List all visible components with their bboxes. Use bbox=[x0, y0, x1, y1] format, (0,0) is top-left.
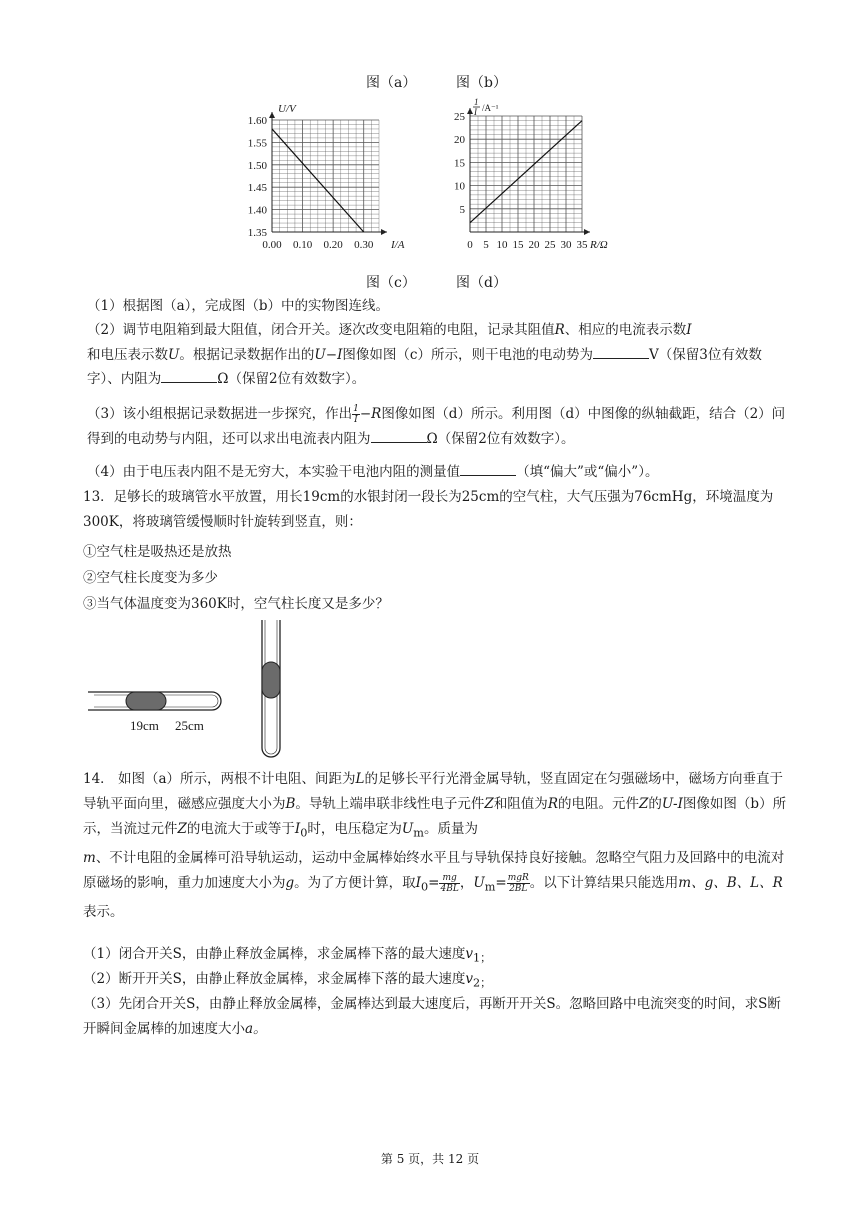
x-tick-label: 0.30 bbox=[354, 239, 374, 251]
mercury-horizontal bbox=[126, 692, 166, 710]
y-axis-label: U/V bbox=[278, 103, 296, 115]
q12-p2-text-e: 图像如图（c）所示，则干电池的电动势为 bbox=[342, 346, 593, 363]
y-axis-label-unit: /A⁻¹ bbox=[482, 103, 499, 113]
y-tick-label: 1.60 bbox=[247, 115, 267, 127]
q14-var-v2: v bbox=[465, 971, 473, 987]
chart-inverse-i-r bbox=[440, 98, 625, 270]
q14-var-Umb-sub: m bbox=[484, 880, 496, 894]
q12-p2-text-b: 、相应的电流表示数 bbox=[564, 322, 687, 338]
q14-var-I0-sub: 0 bbox=[300, 826, 308, 840]
y-tick-label: 5 bbox=[459, 203, 465, 216]
fraction-i0-den: 4BL bbox=[440, 883, 459, 894]
q14-var-a: a。 bbox=[245, 1020, 267, 1037]
x-tick-label: 10 bbox=[496, 239, 508, 251]
answer-blank-internal-resistance[interactable] bbox=[161, 368, 217, 383]
y-tick-label: 1.50 bbox=[247, 159, 267, 172]
q14-sub3 bbox=[83, 992, 788, 1041]
fraction-i0 bbox=[439, 873, 459, 894]
answer-blank-emf[interactable] bbox=[593, 344, 649, 359]
x-tick-label: 0.10 bbox=[292, 239, 313, 251]
q14-t14: 表示。 bbox=[83, 904, 124, 921]
q14-var-list: m、g、B、L、R bbox=[678, 874, 783, 891]
label-25cm: 25cm bbox=[175, 718, 204, 733]
q12-p2-text-g: Ω（保留2位有效数字）。 bbox=[217, 371, 366, 387]
q14-s3-text: （3）先闭合开关S，由静止释放金属棒，金属棒达到最大速度后，再断开开关S。忽略回路中电流突变的时间，求S断开瞬间金属棒的加速度大小 bbox=[83, 996, 781, 1037]
glass-tube-diagram bbox=[80, 618, 300, 763]
label-19cm: 19cm bbox=[130, 718, 159, 733]
q14-var-I0b-sub: 0 bbox=[421, 880, 429, 894]
q14-t10: 。质量为 bbox=[423, 820, 478, 837]
q13-stem: 13．足够长的玻璃管水平放置，用长19cm的水银封闭一段长为25cm的空气柱，大气压强为76cmHg，环境温度为300K，将玻璃管缓慢顺时针旋转到竖直，则： bbox=[83, 489, 774, 530]
q14-t8: 的电流大于或等于 bbox=[186, 820, 295, 837]
q14-var-I0b: I bbox=[415, 874, 421, 891]
fraction-um-num: mgR bbox=[507, 872, 529, 883]
var-minus-R: −R bbox=[359, 406, 382, 422]
q14-t4: 和阻值为 bbox=[493, 795, 548, 812]
chart-ui bbox=[235, 98, 410, 270]
x-axis-arrow bbox=[584, 229, 590, 235]
y-tick-label: 25 bbox=[454, 111, 465, 123]
q14-var-Umb: U bbox=[473, 874, 485, 891]
caption-fig-b: 图（b） bbox=[456, 75, 507, 91]
x-tick-label: 0.00 bbox=[262, 239, 282, 251]
q14-t7: 图像如图（b）所示，当流过元件 bbox=[83, 795, 787, 837]
y-axis-arrow bbox=[467, 108, 473, 114]
x-tick-label: 5 bbox=[483, 239, 489, 251]
q12-p2-text-d: 。根据记录数据作出的 bbox=[179, 346, 315, 363]
x-tick-label: 0.20 bbox=[323, 239, 343, 251]
q13-s3-text: ③当气体温度变为360K时，空气柱长度又是多少？ bbox=[83, 596, 389, 612]
caption-fig-c: 图（c） bbox=[366, 275, 416, 291]
q14-var-B: B bbox=[285, 795, 296, 812]
x-axis-label: I/A bbox=[391, 239, 405, 251]
var-U: U bbox=[168, 346, 180, 363]
y-tick-label: 10 bbox=[454, 180, 465, 193]
q14-var-g: g bbox=[285, 874, 295, 891]
q12-p4-text-a: （4）由于电压表内阻不是无穷大，本实验干电池内阻的测量值 bbox=[87, 464, 461, 480]
q12-part2 bbox=[87, 318, 787, 392]
q14-var-m: m bbox=[83, 850, 96, 867]
q12-part1 bbox=[87, 294, 787, 319]
y-tick-label: 1.55 bbox=[247, 137, 267, 150]
x-tick-label: 30 bbox=[560, 239, 572, 251]
y-tick-label: 15 bbox=[454, 157, 465, 170]
q14-t9: 时，电压稳定为 bbox=[307, 820, 402, 837]
q12-p3-text-c: Ω（保留2位有效数字）。 bbox=[426, 430, 575, 447]
mercury-vertical bbox=[262, 662, 280, 698]
q12-p4-text-b: （填“偏大”或“偏小”）。 bbox=[516, 464, 659, 480]
fraction-um-den: 2BL bbox=[509, 883, 528, 894]
q14-var-Z: Z bbox=[484, 795, 494, 812]
fraction-i0-num: mg bbox=[439, 873, 459, 884]
var-I: I bbox=[686, 322, 692, 338]
fraction-1-over-i: $\frac{1}{I}$ bbox=[353, 404, 359, 425]
q14-var-R: R bbox=[547, 795, 558, 812]
q12-p2-text-c: 和电压表示数 bbox=[87, 346, 168, 363]
q14-var-Z3: Z bbox=[177, 820, 187, 837]
q12-p3-text-a: （3）该小组根据记录数据进一步探究，作出 bbox=[87, 406, 353, 422]
q13-sub3 bbox=[83, 592, 783, 617]
y-tick-label: 1.40 bbox=[247, 204, 267, 217]
q14-var-v2-sub: 2； bbox=[472, 976, 492, 990]
q14-t13: 。以下计算结果只能选用 bbox=[529, 874, 679, 891]
q14-text: 14． 如图（a）所示，两根不计电阻、间距为L的足够长平行光滑金属导轨，竖直固定在匀强磁场中，磁场方向垂直于导轨平面向里，磁感应强度大小为B。导轨上端串联非线性电子元件Z和阻值为R的电阻。元件Z的U-I图像如图（b）所示，当流过元件Z的电流大于或等于$I_0$时，电压稳定为$U_m$。质量为 m、不计电阻的金属棒可沿导轨运动，运动中金属棒始终水平且与导轨保持良好接触。忽略空气阻力及回路中的电流对原磁场的影响，重力加速度大小为g。为了方便计算，取$I_0=$ $\frac{mg}{4BL}$ ，$U_m=$ $\frac{\text{mgR}}{2BL}$ 。以下计算结果只能选用m、g、B、L、R表示。 bbox=[83, 771, 787, 921]
q14-t11: 、不计电阻的金属棒可沿导轨运动，运动中金属棒始终水平且与导轨保持良好接触。忽略空气阻力及回路中的电流对原磁场的影响，重力加速度大小为 bbox=[83, 850, 785, 891]
q12-p2-text-f: V（保留3位有效数字）、内阻为 bbox=[87, 346, 762, 387]
x-tick-label: 35 bbox=[576, 239, 588, 251]
q12-p2-text-a: （2）调节电阻箱到最大阻值，闭合开关。逐次改变电阻箱的电阻，记录其阻值 bbox=[87, 322, 555, 338]
y-axis-label-denominator: I bbox=[474, 107, 477, 117]
page-footer: 第 5 页，共 12 页 bbox=[380, 1152, 480, 1166]
y-tick-label: 20 bbox=[454, 134, 465, 147]
q12-part3 bbox=[87, 402, 787, 451]
y-axis-arrow bbox=[269, 112, 275, 118]
var-R: R bbox=[554, 322, 565, 338]
q12-p1-text: （1）根据图（a），完成图（b）中的实物图连线。 bbox=[87, 298, 390, 314]
answer-blank-bias[interactable] bbox=[460, 461, 516, 476]
q14-t5: 的电阻。元件 bbox=[557, 795, 639, 812]
x-axis-arrow bbox=[381, 229, 387, 235]
x-tick-label: 20 bbox=[528, 239, 540, 251]
q13-s2-text: ②空气柱长度变为多少 bbox=[83, 570, 218, 586]
q14-t2: 的足够长平行光滑金属导轨，竖直固定在匀强磁场中，磁场方向垂直于导轨平面向里，磁感应强度大小为 bbox=[83, 771, 783, 812]
x-axis-label: R/Ω bbox=[590, 239, 608, 251]
q14-var-v1: v bbox=[465, 946, 473, 962]
q14-var-Um-sub: m bbox=[413, 826, 424, 840]
q13-sub1 bbox=[83, 540, 783, 565]
q14-s1-text: （1）闭合开关S，由静止释放金属棒，求金属棒下落的最大速度 bbox=[83, 946, 466, 962]
q12-p3-text-b: 图像如图（d）所示。利用图（d）中图像的纵轴截距，结合（2）问得到的电动势与内阻，还可以求出电流表内阻为 bbox=[87, 406, 786, 447]
y-tick-label: 1.35 bbox=[247, 227, 267, 239]
q12-part4 bbox=[87, 460, 787, 485]
x-tick-label: 0 bbox=[467, 239, 473, 251]
caption-fig-a: 图（a） bbox=[366, 75, 417, 91]
caption-fig-d: 图（d） bbox=[456, 275, 507, 291]
q14-var-I0: I bbox=[294, 820, 301, 837]
q14-t12: 。为了方便计算，取 bbox=[294, 874, 416, 891]
q13-sub2 bbox=[83, 566, 783, 591]
q14-s2-text: （2）断开开关S，由静止释放金属棒，求金属棒下落的最大速度 bbox=[83, 971, 466, 987]
answer-blank-ammeter-resistance[interactable] bbox=[371, 428, 427, 443]
x-tick-label: 25 bbox=[544, 239, 556, 251]
q14-var-UI: U-I bbox=[661, 795, 683, 812]
q14-var-v1-sub: 1； bbox=[472, 951, 492, 965]
q14-var-Z2: Z bbox=[638, 795, 649, 812]
q14-t3: 。导轨上端串联非线性电子元件 bbox=[295, 795, 485, 812]
q13-s1-text: ①空气柱是吸热还是放热 bbox=[83, 544, 232, 560]
q14-t6: 的 bbox=[648, 795, 662, 812]
y-axis-label-numerator: 1 bbox=[474, 98, 479, 107]
var-UI: U−I bbox=[314, 346, 343, 363]
q14-var-L: L bbox=[355, 771, 365, 787]
q14-t1: 14． 如图（a）所示，两根不计电阻、间距为 bbox=[83, 771, 356, 787]
y-tick-label: 1.45 bbox=[247, 182, 267, 195]
q13-text bbox=[83, 485, 788, 534]
x-tick-label: 15 bbox=[512, 239, 524, 251]
q14-var-Um: U bbox=[401, 820, 414, 837]
fraction-um bbox=[507, 873, 530, 894]
